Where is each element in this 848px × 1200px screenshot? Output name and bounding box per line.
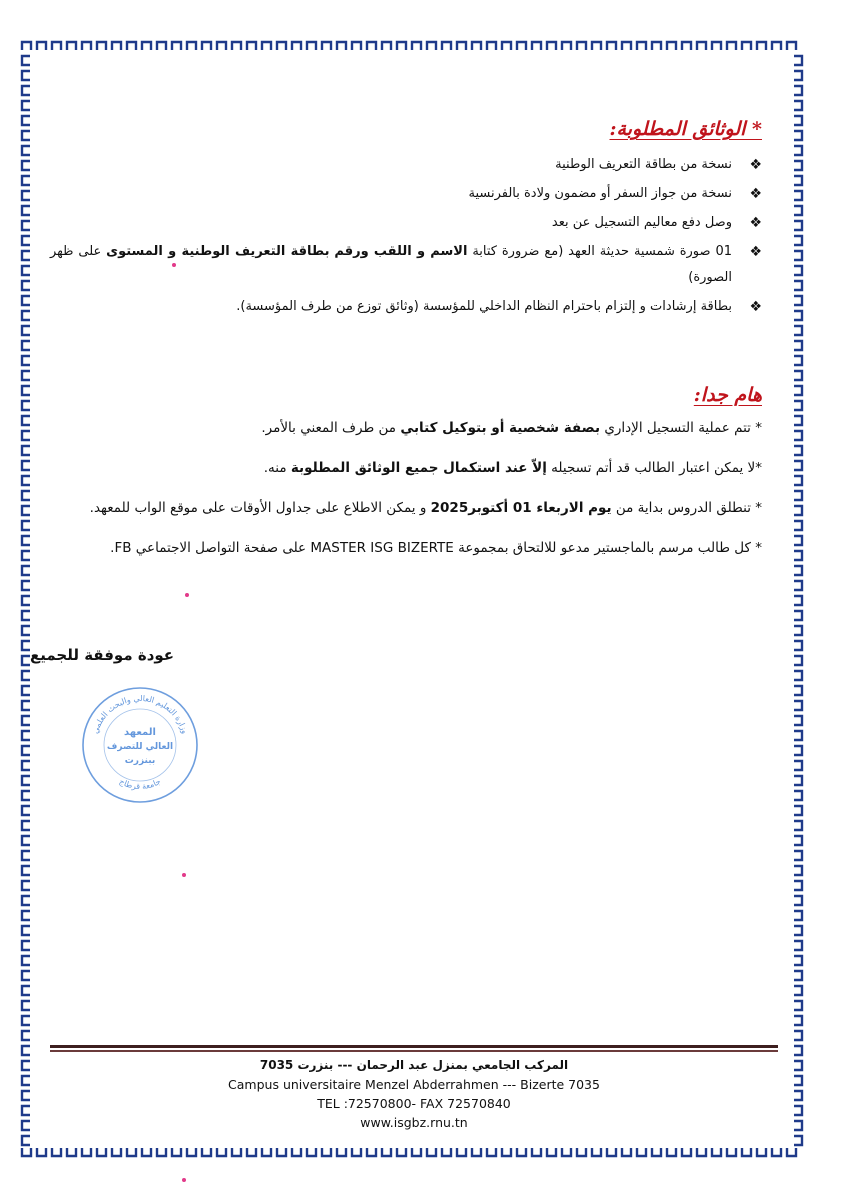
border-bracket [397, 1148, 406, 1156]
border-bracket [794, 671, 802, 680]
border-bracket [794, 206, 802, 215]
stamp-line-3: ببنزرت [124, 756, 156, 766]
required-documents-title: * الوثائق المطلوبة: [609, 118, 762, 140]
border-bracket [794, 281, 802, 290]
border-bracket [794, 881, 802, 890]
border-bracket [22, 746, 30, 755]
border-bracket [794, 731, 802, 740]
border-bracket [794, 566, 802, 575]
border-bracket [337, 42, 346, 50]
border-bracket [794, 131, 802, 140]
border-bracket [794, 701, 802, 710]
border-bracket [127, 42, 136, 50]
border-bracket [22, 656, 30, 665]
stamp-line-1: المعهد [124, 727, 156, 738]
border-bracket [607, 42, 616, 50]
diamond-bullet-icon: ❖ [749, 157, 762, 173]
border-bracket [187, 42, 196, 50]
pink-mark [182, 1178, 186, 1182]
border-bracket [794, 476, 802, 485]
border-bracket [794, 626, 802, 635]
border-bracket [247, 42, 256, 50]
border-bracket [727, 42, 736, 50]
footer-divider [50, 1045, 778, 1048]
border-bracket [22, 551, 30, 560]
border-bracket [794, 971, 802, 980]
footer-french-address: Campus universitaire Menzel Abderrahmen --- Bizerte 7035 [228, 1077, 600, 1092]
border-bracket [322, 1148, 331, 1156]
border-bracket [22, 1046, 30, 1055]
border-bracket [794, 416, 802, 425]
border-bracket [794, 656, 802, 665]
border-bracket [382, 42, 391, 50]
border-bracket [772, 42, 781, 50]
border-bracket [787, 1148, 796, 1156]
border-bracket [794, 896, 802, 905]
border-bracket [22, 791, 30, 800]
border-bracket [22, 701, 30, 710]
border-bracket [22, 56, 30, 65]
border-bracket [382, 1148, 391, 1156]
border-bracket [794, 1076, 802, 1085]
border-bracket [22, 146, 30, 155]
border-bracket [794, 536, 802, 545]
border-bracket [794, 491, 802, 500]
border-bracket [22, 86, 30, 95]
border-bracket [794, 431, 802, 440]
border-bracket [67, 1148, 76, 1156]
border-bracket [457, 42, 466, 50]
border-bracket [794, 1091, 802, 1100]
border-bracket [172, 42, 181, 50]
border-bracket [22, 491, 30, 500]
border-bracket [22, 761, 30, 770]
border-bracket [22, 42, 31, 50]
border-bracket [52, 1148, 61, 1156]
border-bracket [22, 116, 30, 125]
border-bracket [682, 1148, 691, 1156]
footer-divider-thin [50, 1050, 778, 1052]
border-bracket [22, 1076, 30, 1085]
border-bracket [22, 131, 30, 140]
border-bracket [794, 71, 802, 80]
border-bracket [337, 1148, 346, 1156]
border-bracket [22, 821, 30, 830]
border-bracket [22, 1001, 30, 1010]
border-bracket [472, 1148, 481, 1156]
border-bracket [794, 116, 802, 125]
border-bracket [794, 686, 802, 695]
border-bracket [637, 42, 646, 50]
border-bracket [67, 42, 76, 50]
border-bracket [794, 86, 802, 95]
border-bracket [22, 566, 30, 575]
border-bracket [794, 611, 802, 620]
border-bracket [412, 1148, 421, 1156]
border-bracket [562, 1148, 571, 1156]
border-bracket [622, 42, 631, 50]
border-bracket [794, 371, 802, 380]
border-bracket [794, 401, 802, 410]
border-bracket [37, 1148, 46, 1156]
border-bracket [592, 1148, 601, 1156]
border-bracket [22, 251, 30, 260]
border-bracket [794, 641, 802, 650]
border-bracket [22, 596, 30, 605]
border-bracket [172, 1148, 181, 1156]
border-bracket [232, 1148, 241, 1156]
list-item: ❖ نسخة من جواز السفر أو مضمون ولادة بالفرنسية [50, 181, 762, 207]
border-bracket [22, 1091, 30, 1100]
important-title: هام جدا: [693, 384, 762, 406]
border-bracket [22, 986, 30, 995]
border-bracket [22, 971, 30, 980]
border-bracket [794, 176, 802, 185]
border-bracket [22, 371, 30, 380]
border-bracket [22, 1016, 30, 1025]
border-bracket [794, 386, 802, 395]
border-bracket [22, 206, 30, 215]
border-bracket [794, 986, 802, 995]
border-bracket [97, 42, 106, 50]
border-bracket [712, 42, 721, 50]
border-bracket [794, 191, 802, 200]
border-bracket [794, 311, 802, 320]
border-bracket [757, 1148, 766, 1156]
border-bracket [787, 42, 796, 50]
border-bracket [517, 1148, 526, 1156]
border-bracket [577, 1148, 586, 1156]
border-bracket [794, 1106, 802, 1115]
border-bracket [22, 266, 30, 275]
border-bracket [794, 1061, 802, 1070]
border-bracket [794, 341, 802, 350]
border-bracket [794, 56, 802, 65]
border-bracket [22, 731, 30, 740]
border-bracket [794, 296, 802, 305]
border-bracket [794, 326, 802, 335]
important-notes [50, 418, 762, 578]
footer-website[interactable]: www.isgbz.rnu.tn [360, 1115, 468, 1130]
border-bracket [22, 221, 30, 230]
border-bracket [22, 1106, 30, 1115]
border-bracket [637, 1148, 646, 1156]
institution-stamp [80, 685, 200, 805]
border-bracket [217, 1148, 226, 1156]
border-bracket [22, 311, 30, 320]
border-bracket [232, 42, 241, 50]
border-bracket [577, 42, 586, 50]
border-bracket [22, 806, 30, 815]
border-bracket [22, 326, 30, 335]
border-bracket [667, 1148, 676, 1156]
footer-phone-fax: TEL :72570800- FAX 72570840 [317, 1096, 511, 1111]
border-bracket [794, 551, 802, 560]
border-bracket [22, 776, 30, 785]
border-bracket [22, 386, 30, 395]
border-bracket [472, 42, 481, 50]
border-bracket [22, 581, 30, 590]
border-bracket [307, 1148, 316, 1156]
border-bracket [142, 1148, 151, 1156]
border-bracket [22, 896, 30, 905]
border-bracket [794, 596, 802, 605]
border-bracket [22, 71, 30, 80]
border-bracket [794, 161, 802, 170]
border-bracket [22, 956, 30, 965]
border-bracket [22, 686, 30, 695]
border-bracket [22, 191, 30, 200]
border-bracket [22, 176, 30, 185]
border-bracket [22, 161, 30, 170]
border-bracket [652, 42, 661, 50]
border-bracket [22, 911, 30, 920]
border-bracket [517, 42, 526, 50]
border-bracket [427, 1148, 436, 1156]
border-bracket [37, 42, 46, 50]
border-bracket [487, 1148, 496, 1156]
border-bracket [22, 461, 30, 470]
border-bracket [22, 941, 30, 950]
border-bracket [742, 42, 751, 50]
border-bracket [22, 611, 30, 620]
border-bracket [794, 581, 802, 590]
border-bracket [22, 536, 30, 545]
border-bracket [292, 1148, 301, 1156]
border-bracket [52, 42, 61, 50]
border-bracket [794, 1016, 802, 1025]
border-bracket [794, 521, 802, 530]
closing-greeting: عودة موفقة للجميع [30, 646, 175, 664]
border-bracket [592, 42, 601, 50]
border-bracket [794, 926, 802, 935]
border-bracket [22, 506, 30, 515]
border-bracket [667, 42, 676, 50]
border-bracket [622, 1148, 631, 1156]
border-bracket [794, 956, 802, 965]
border-bracket [277, 42, 286, 50]
border-bracket [82, 1148, 91, 1156]
border-bracket [22, 1136, 30, 1145]
border-bracket [22, 341, 30, 350]
border-bracket [502, 1148, 511, 1156]
border-bracket [547, 42, 556, 50]
border-bracket [22, 446, 30, 455]
border-bracket [22, 101, 30, 110]
svg-text:جامعة قرطاج [118, 777, 162, 791]
border-bracket [794, 221, 802, 230]
border-bracket [562, 42, 571, 50]
border-bracket [22, 836, 30, 845]
border-bracket [22, 236, 30, 245]
border-bracket [794, 461, 802, 470]
border-bracket [532, 1148, 541, 1156]
border-bracket [22, 881, 30, 890]
border-bracket [794, 1121, 802, 1130]
border-bracket [22, 926, 30, 935]
border-bracket [727, 1148, 736, 1156]
note-paragraph: *لا يمكن اعتبار الطالب قد أتم تسجيله إلاّ عند استكمال جميع الوثائق المطلوبة منه. [263, 460, 762, 476]
border-bracket [794, 851, 802, 860]
border-bracket [352, 1148, 361, 1156]
border-bracket [794, 266, 802, 275]
border-bracket [202, 42, 211, 50]
border-bracket [697, 1148, 706, 1156]
border-bracket [457, 1148, 466, 1156]
diamond-bullet-icon: ❖ [749, 244, 762, 260]
border-bracket [97, 1148, 106, 1156]
border-bracket [367, 42, 376, 50]
border-bracket [487, 42, 496, 50]
border-bracket [742, 1148, 751, 1156]
border-bracket [794, 146, 802, 155]
border-bracket [277, 1148, 286, 1156]
border-bracket [352, 42, 361, 50]
border-bracket [794, 356, 802, 365]
border-bracket [22, 296, 30, 305]
border-bracket [112, 1148, 121, 1156]
diamond-bullet-icon: ❖ [749, 299, 762, 315]
note-paragraph: * كل طالب مرسم بالماجستير مدعو للالتحاق بمجموعة MASTER ISG BIZERTE على صفحة التواصل الاجتماعي FB. [110, 540, 762, 556]
border-bracket [22, 851, 30, 860]
border-bracket [794, 746, 802, 755]
border-bracket [187, 1148, 196, 1156]
border-bracket [794, 911, 802, 920]
border-bracket [247, 1148, 256, 1156]
required-documents-list [50, 152, 762, 323]
border-bracket [794, 791, 802, 800]
footer [50, 1056, 778, 1132]
border-bracket [712, 1148, 721, 1156]
border-bracket [22, 521, 30, 530]
border-bracket [22, 1031, 30, 1040]
border-bracket [262, 1148, 271, 1156]
stamp-line-2: العالي للتصرف [106, 742, 174, 752]
border-bracket [307, 42, 316, 50]
border-bracket [112, 42, 121, 50]
border-bracket [757, 42, 766, 50]
border-bracket [607, 1148, 616, 1156]
note-paragraph: * تنطلق الدروس بداية من يوم الاربعاء 01 أكتوبر2025 و يمكن الاطلاع على جداول الأوقات على موقع الواب للمعهد. [89, 500, 762, 516]
border-bracket [22, 1121, 30, 1130]
note-paragraph: * تتم عملية التسجيل الإداري بصفة شخصية أو بتوكيل كتابي من طرف المعني بالأمر. [261, 420, 762, 436]
border-bracket [22, 356, 30, 365]
border-bracket [22, 641, 30, 650]
border-bracket [22, 281, 30, 290]
diamond-bullet-icon: ❖ [749, 186, 762, 202]
border-bracket [794, 446, 802, 455]
border-bracket [82, 42, 91, 50]
border-bracket [22, 476, 30, 485]
border-bracket [794, 941, 802, 950]
border-bracket [794, 506, 802, 515]
border-bracket [22, 401, 30, 410]
pink-mark [185, 593, 189, 597]
border-bracket [532, 42, 541, 50]
border-bracket [697, 42, 706, 50]
border-bracket [794, 806, 802, 815]
border-bracket [772, 1148, 781, 1156]
border-bracket [794, 716, 802, 725]
border-bracket [794, 1001, 802, 1010]
border-bracket [794, 866, 802, 875]
border-bracket [794, 821, 802, 830]
border-bracket [442, 42, 451, 50]
border-bracket [22, 866, 30, 875]
border-bracket [442, 1148, 451, 1156]
footer-arabic-address: المركب الجامعي بمنزل عبد الرحمان --- بنزرت 7035 [259, 1058, 569, 1072]
border-bracket [22, 416, 30, 425]
border-bracket [794, 776, 802, 785]
border-bracket [427, 42, 436, 50]
border-bracket [22, 626, 30, 635]
border-bracket [22, 671, 30, 680]
border-bracket [794, 251, 802, 260]
border-bracket [127, 1148, 136, 1156]
diamond-bullet-icon: ❖ [749, 215, 762, 231]
list-item: ❖ بطاقة إرشادات و إلتزام باحترام النظام الداخلي للمؤسسة (وثائق توزع من طرف المؤسسة). [50, 294, 762, 320]
border-bracket [397, 42, 406, 50]
border-bracket [292, 42, 301, 50]
border-bracket [547, 1148, 556, 1156]
border-bracket [142, 42, 151, 50]
list-item: ❖ 01 صورة شمسية حديثة العهد (مع ضرورة كتابة الاسم و اللقب ورقم بطاقة التعريف الوطنية و المستوى على ظهر الصورة) [50, 239, 762, 291]
border-bracket [367, 1148, 376, 1156]
border-bracket [794, 1046, 802, 1055]
border-bracket [157, 42, 166, 50]
border-bracket [22, 1148, 31, 1156]
border-bracket [794, 236, 802, 245]
border-bracket [322, 42, 331, 50]
pink-mark [182, 873, 186, 877]
border-bracket [22, 431, 30, 440]
border-bracket [652, 1148, 661, 1156]
border-bracket [502, 42, 511, 50]
border-bracket [22, 1061, 30, 1070]
border-bracket [794, 101, 802, 110]
border-bracket [794, 836, 802, 845]
border-bracket [202, 1148, 211, 1156]
pink-mark [172, 263, 176, 267]
border-bracket [794, 761, 802, 770]
stamp-bottom-text: جامعة قرطاج [117, 776, 163, 792]
border-bracket [22, 716, 30, 725]
stamp-outer-text: وزارة التعليم العالي والبحث العلمي [90, 693, 190, 735]
border-bracket [157, 1148, 166, 1156]
list-item: ❖ نسخة من بطاقة التعريف الوطنية [50, 152, 762, 178]
border-bracket [682, 42, 691, 50]
border-bracket [412, 42, 421, 50]
border-bracket [262, 42, 271, 50]
border-bracket [794, 1031, 802, 1040]
border-bracket [217, 42, 226, 50]
border-bracket [794, 1136, 802, 1145]
list-item: ❖ وصل دفع معاليم التسجيل عن بعد [50, 210, 762, 236]
